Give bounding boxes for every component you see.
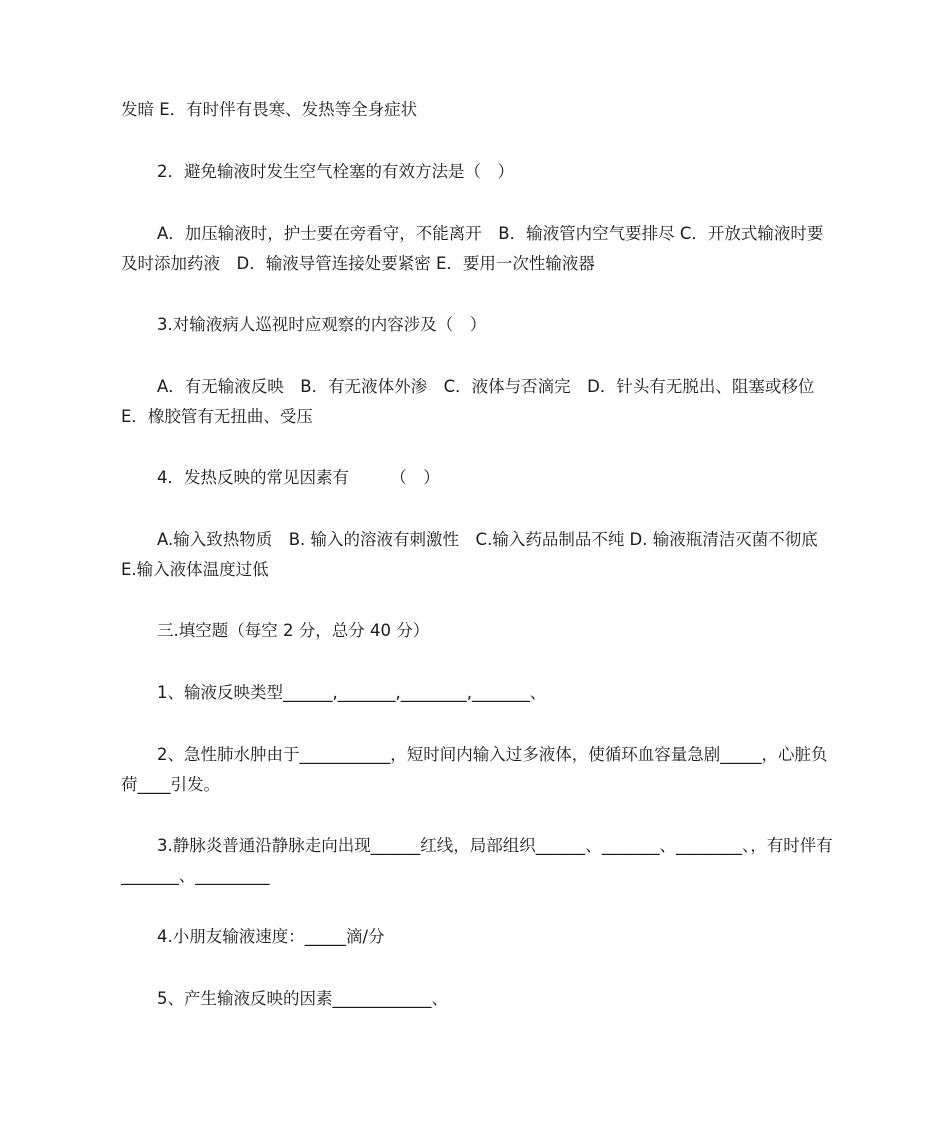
question-2: 2．避免输液时发生空气栓塞的有效方法是（ ） [157, 162, 514, 181]
question-4: 4．发热反映的常见因素有 （ ） [157, 468, 440, 487]
option-e-continuation: 发暗 E．有时伴有畏寒、发热等全身症状 [121, 100, 418, 119]
question-3: 3.对输液病人巡视时应观察的内容涉及（ ） [157, 315, 487, 334]
fill-in-question-2: 2、急性肺水肿由于___________，短时间内输入过多液体，使循环血容量急剧_____，心脏负荷____引发。 [121, 745, 828, 794]
section-fill-in-heading: 三.填空题（每空 2 分，总分 40 分） [157, 621, 430, 640]
fill-in-question-3: 3.静脉炎普通沿静脉走向出现______红线，局部组织______、_______、________、，有时伴有_______、_________ [121, 836, 833, 885]
question-4-options: A.输入致热物质 B. 输入的溶液有刺激性 C.输入药品制品不纯 D. 输液瓶清洁灭菌不彻底 E.输入液体温度过低 [121, 530, 835, 579]
fill-in-question-4: 4.小朋友输液速度：_____滴/分 [157, 927, 385, 946]
question-3-options: A．有无输液反映 B．有无液体外渗 C．液体与否滴完 D．针头有无脱出、阻塞或移位 E．橡胶管有无扭曲、受压 [121, 377, 831, 426]
fill-in-question-1: 1、输液反映类型______,_______,________,_______、 [157, 683, 547, 702]
fill-in-question-5: 5、产生输液反映的因素____________、 [157, 989, 448, 1008]
question-2-options: A．加压输液时，护士要在旁看守，不能离开 B．输液管内空气要排尽 C．开放式输液时要及时添加药液 D．输液导管连接处要紧密 E．要用一次性输液器 [121, 224, 824, 273]
